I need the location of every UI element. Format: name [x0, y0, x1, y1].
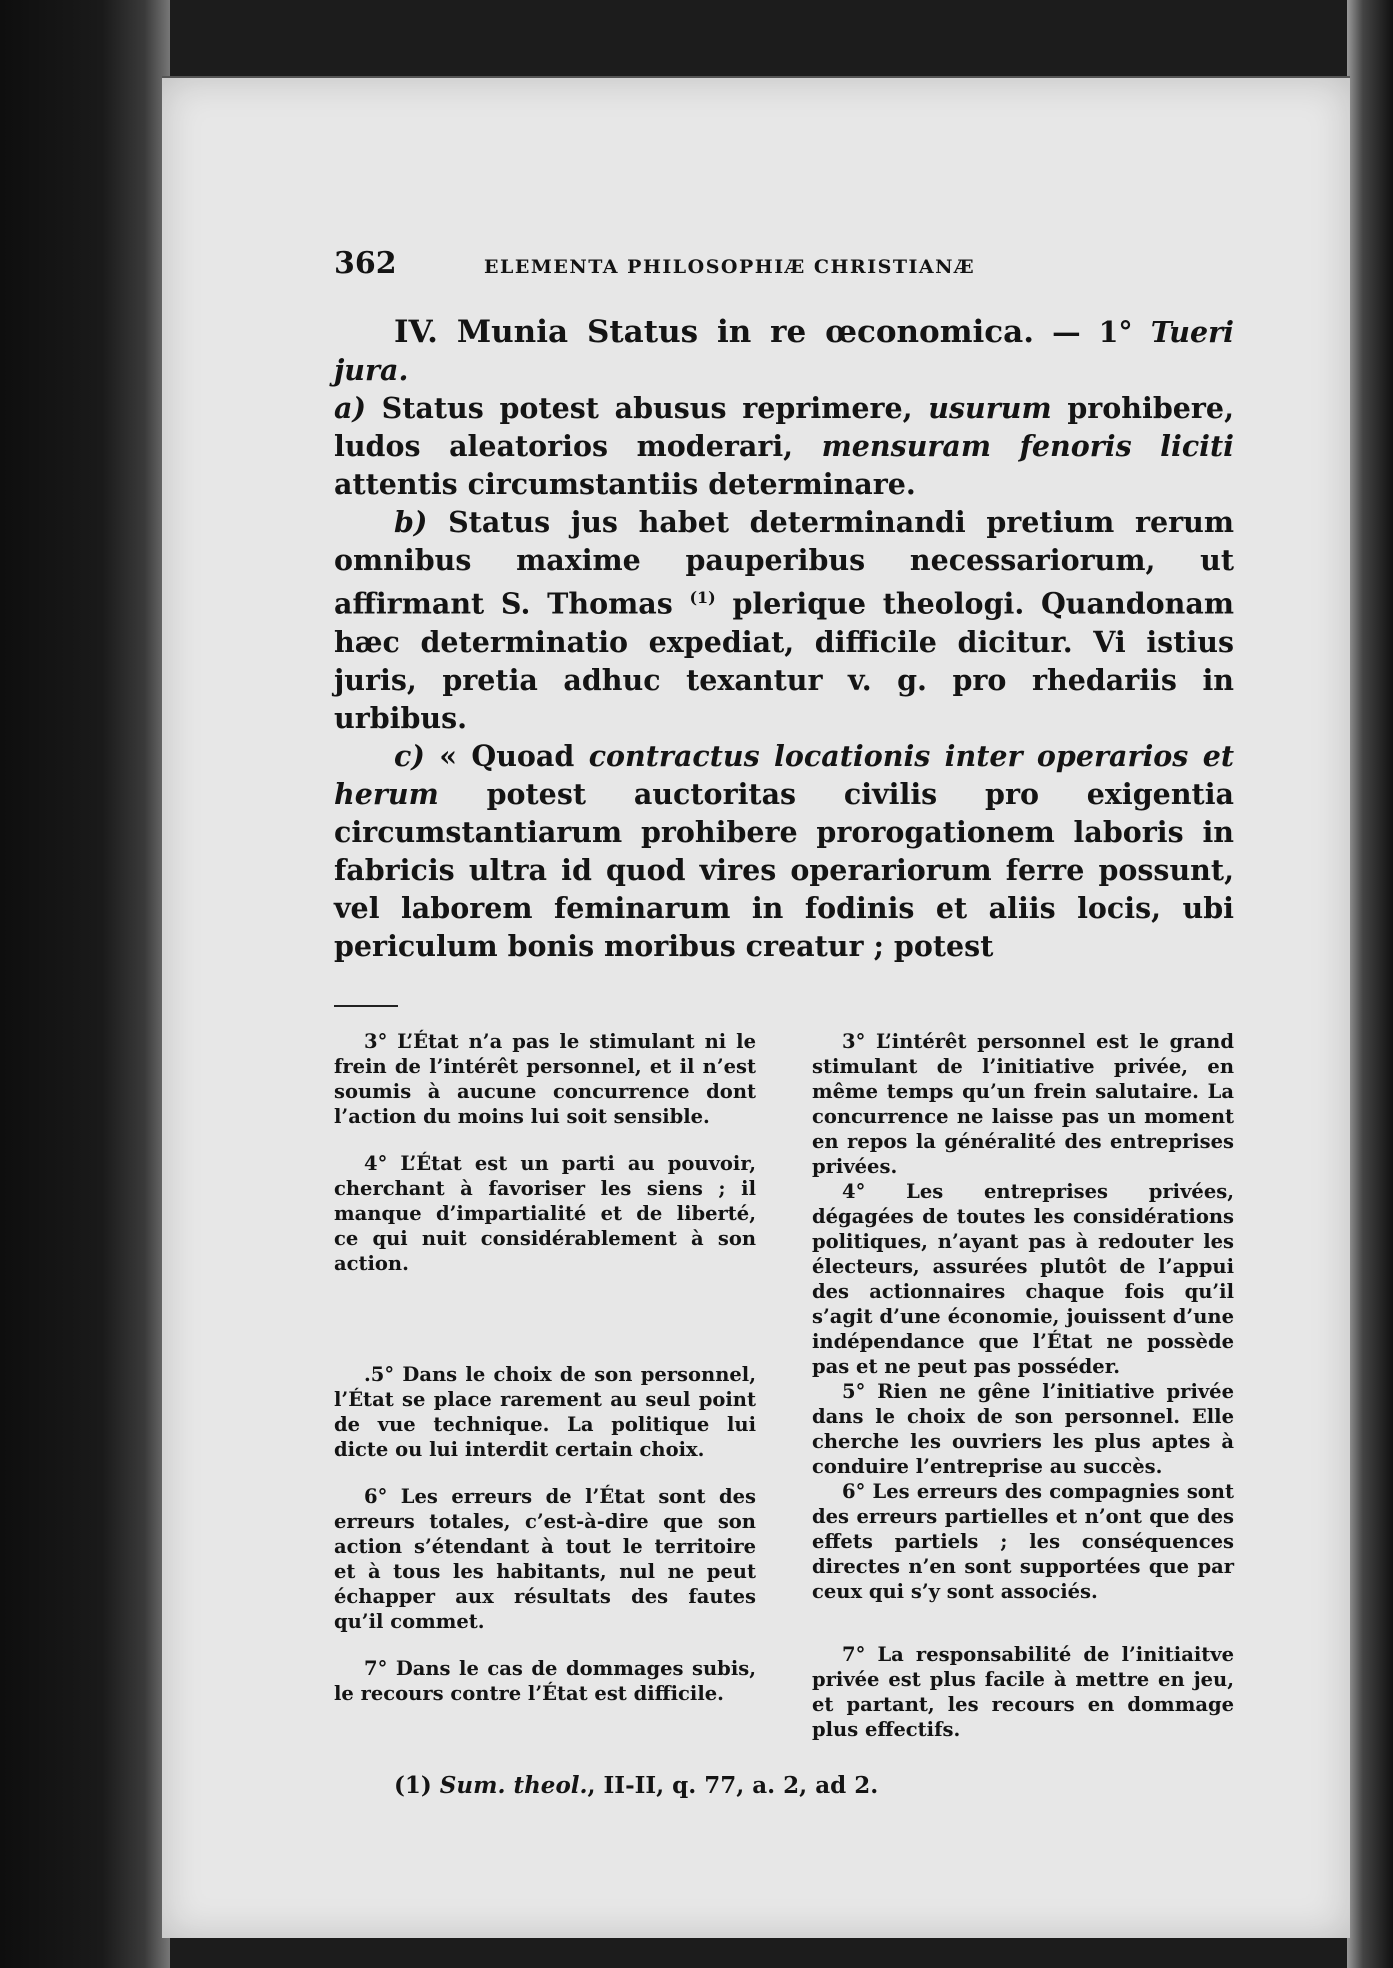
- paragraph-a-italic-1: usurum: [928, 391, 1052, 425]
- paragraph-c-text-1: « Quoad: [424, 738, 589, 773]
- paragraph-b-label: b): [394, 505, 428, 539]
- heading-separator: — 1°: [1034, 315, 1151, 349]
- section-heading-paragraph: [334, 313, 1234, 389]
- main-text: [334, 313, 1234, 965]
- paragraph-c-label: c): [394, 738, 425, 773]
- paragraph-c: [334, 737, 1234, 965]
- book-right-edge: [1347, 0, 1393, 1968]
- right-item: 6° Les erreurs des compagnies sont des erreurs partielles et n’ont que des effets partiels ; les conséquences directes n’en sont supportées que par ceux qui s’y sont associés.: [812, 1479, 1234, 1603]
- running-head: [334, 246, 1234, 281]
- page-number: 362: [334, 246, 397, 281]
- page-content: [334, 246, 1234, 1799]
- right-item: 5° Rien ne gêne l’initiative privée dans le choix de son personnel. Elle cherche les ouvriers les plus aptes à conduire l’entreprise au succès.: [812, 1379, 1234, 1478]
- heading-subtitle: Tueri jura.: [334, 315, 1234, 387]
- footnote-citation: , II-II, q. 77, a. 2, ad 2.: [587, 1771, 879, 1799]
- paragraph-a-text-1: Status potest abusus reprimere,: [365, 391, 929, 425]
- left-item: .5° Dans le choix de son personnel, l’État se place rarement au seul point de vue technique. La politique lui dicte ou lui interdit certain choix.: [334, 1362, 756, 1461]
- paragraph-b-text-2: plerique theologi. Quandonam hæc determinatio expediat, difficile dicitur. Vi istius juris, pretia adhuc texantur v. g. pro rhedariis in urbibus.: [334, 586, 1234, 735]
- left-item: 7° Dans le cas de dommages subis, le recours contre l’État est difficile.: [334, 1656, 756, 1705]
- left-column: [334, 1029, 756, 1742]
- paragraph-a-text-2: prohibere, ludos aleatorios moderari,: [334, 391, 1234, 463]
- paragraph-b: [334, 503, 1234, 737]
- running-title: ELEMENTA PHILOSOPHIÆ CHRISTIANÆ: [484, 256, 976, 278]
- left-item: 4° L’État est un parti au pouvoir, cherchant à favoriser les siens ; il manque d’impartialité et de liberté, ce qui nuit considérablement à son action.: [334, 1151, 756, 1275]
- right-item: 4° Les entreprises privées, dégagées de toutes les considérations politiques, n’ayant pas à redouter les électeurs, assurées plutôt de l’appui des actionnaires chaque fois qu’il s’agit d’une économie, jouissent d’une indépendance que l’État ne possède pas et ne peut pas posséder.: [812, 1179, 1234, 1378]
- section-heading: IV. Munia Status in re œconomica.: [394, 314, 1035, 350]
- paragraph-c-italic-1: contractus locationis inter operarios et herum: [334, 738, 1234, 811]
- paragraph-a: [334, 389, 1234, 503]
- footnote-number: (1): [394, 1771, 440, 1799]
- footnote-rule: [334, 1005, 398, 1007]
- left-item: 6° Les erreurs de l’État sont des erreurs totales, c’est-à-dire que son action s’étendant à tout le territoire et à tous les habitants, nul ne peut échapper aux résultats des fautes qu’il commet.: [334, 1484, 756, 1633]
- paragraph-b-text-1: Status jus habet determinandi pretium rerum omnibus maxime pauperibus necessariorum, ut affirmant S. Thomas: [334, 505, 1234, 621]
- right-item: 7° La responsabilité de l’initiaitve privée est plus facile à mettre en jeu, et partant, les recours en dommage plus effectifs.: [812, 1642, 1234, 1741]
- paragraph-a-italic-2: mensuram fenoris liciti: [821, 429, 1235, 463]
- paragraph-a-label: a): [334, 391, 366, 425]
- comparison-columns: [334, 1029, 1234, 1742]
- footnote-reference: (1): [689, 588, 716, 607]
- footnote: [334, 1772, 1234, 1799]
- left-item: 3° L’État n’a pas le stimulant ni le frein de l’intérêt personnel, et il n’est soumis à aucune concurrence dont l’action du moins lui soit sensible.: [334, 1029, 756, 1128]
- paragraph-c-text-2: potest auctoritas civilis pro exigentia circumstantiarum prohibere prorogationem laboris in fabricis ultra id quod vires operariorum ferre possunt, vel laborem feminarum in fodinis et aliis locis, ubi periculum bonis moribus creatur ; potest: [334, 776, 1234, 963]
- footnote-source: Sum. theol.: [439, 1771, 588, 1799]
- paragraph-a-text-3: attentis circumstantiis determinare.: [334, 467, 916, 501]
- right-item: 3° L’intérêt personnel est le grand stimulant de l’initiative privée, en même temps qu’un frein salutaire. La concurrence ne laisse pas un moment en repos la généralité des entreprises privées.: [812, 1029, 1234, 1178]
- right-column: [812, 1029, 1234, 1742]
- book-spine-shadow: [0, 0, 170, 1968]
